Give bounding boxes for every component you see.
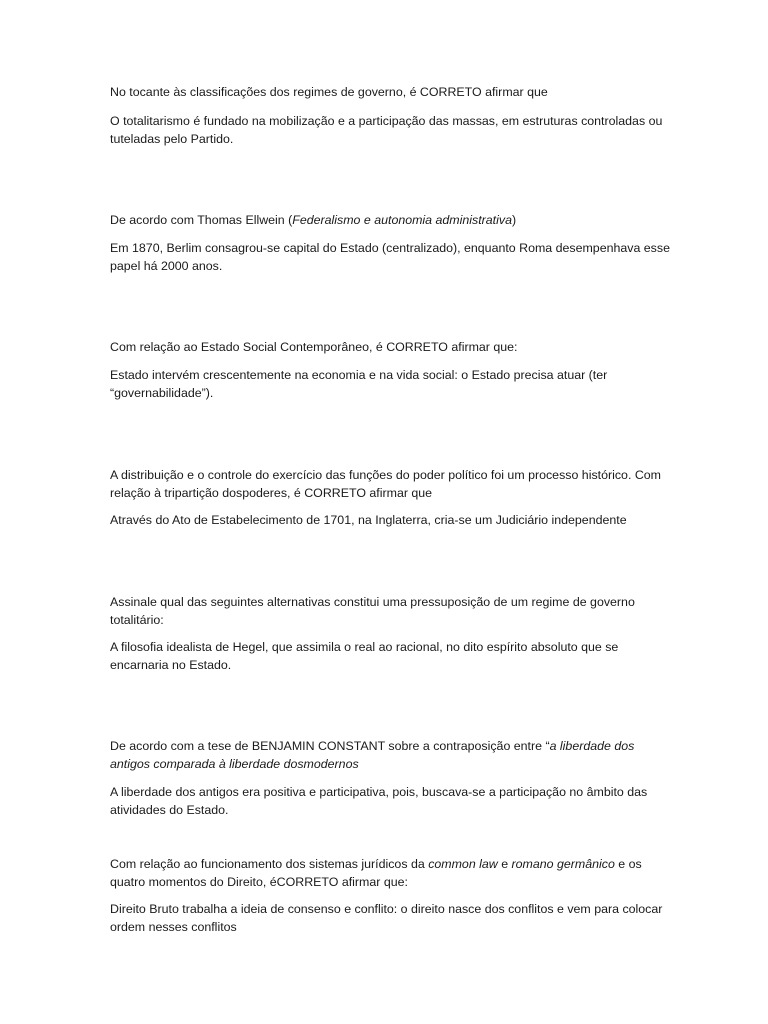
question-2 <box>110 212 670 230</box>
question-7 <box>110 856 670 891</box>
answer-text: Direito Bruto trabalha a ideia de consenso e conflito: o direito nasce dos conflitos e vem para colocar ordem nesses conflitos <box>110 902 663 934</box>
question-5 <box>110 594 670 629</box>
question-text: e <box>497 857 512 871</box>
question-text: A distribuição e o controle do exercício das funções do poder político foi um processo histórico. Com relação à tripartição dospoderes, é CORRETO afirmar que <box>110 468 661 500</box>
question-3 <box>110 339 670 357</box>
answer-1 <box>110 113 670 148</box>
question-italic-text: Federalismo e autonomia administrativa <box>292 213 512 227</box>
question-text: No tocante às classificações dos regimes de governo, é CORRETO afirmar que <box>110 85 548 99</box>
answer-7 <box>110 901 670 936</box>
question-text: Com relação ao funcionamento dos sistemas jurídicos da <box>110 857 429 871</box>
question-text: ) <box>511 213 517 227</box>
answer-text: A filosofia idealista de Hegel, que assimila o real ao racional, no dito espírito absoluto que se encarnaria no Estado. <box>110 640 619 672</box>
answer-text: O totalitarismo é fundado na mobilização e a participação das massas, em estruturas controladas ou tuteladas pelo Partido. <box>110 114 663 146</box>
question-text: e os quatro momentos do Direito, éCORRETO afirmar que: <box>110 857 642 889</box>
question-italic-text: common law <box>428 857 498 871</box>
question-italic-text: romano germânico <box>511 857 615 871</box>
question-text: De acordo com a tese de BENJAMIN CONSTANT sobre a contraposição entre “ <box>110 739 550 753</box>
answer-4 <box>110 512 670 530</box>
question-4 <box>110 467 670 502</box>
answer-5 <box>110 639 670 674</box>
question-text: De acordo com Thomas Ellwein ( <box>110 213 293 227</box>
question-6 <box>110 738 670 773</box>
answer-3 <box>110 367 670 402</box>
answer-text: Em 1870, Berlim consagrou-se capital do Estado (centralizado), enquanto Roma desempenhava esse papel há 2000 anos. <box>110 241 670 273</box>
question-1 <box>110 84 670 102</box>
question-text: Assinale qual das seguintes alternativas constitui uma pressuposição de um regime de governo totalitário: <box>110 595 635 627</box>
question-italic-text: a liberdade dos antigos comparada à liberdade dosmodernos <box>110 739 635 771</box>
answer-text: Estado intervém crescentemente na economia e na vida social: o Estado precisa atuar (ter “governabilidade”). <box>110 368 608 400</box>
answer-6 <box>110 784 670 819</box>
answer-text: Através do Ato de Estabelecimento de 1701, na Inglaterra, cria-se um Judiciário independente <box>110 513 627 527</box>
answer-2 <box>110 240 670 275</box>
answer-text: A liberdade dos antigos era positiva e participativa, pois, buscava-se a participação no âmbito das atividades do Estado. <box>110 785 648 817</box>
question-text: Com relação ao Estado Social Contemporâneo, é CORRETO afirmar que: <box>110 340 518 354</box>
